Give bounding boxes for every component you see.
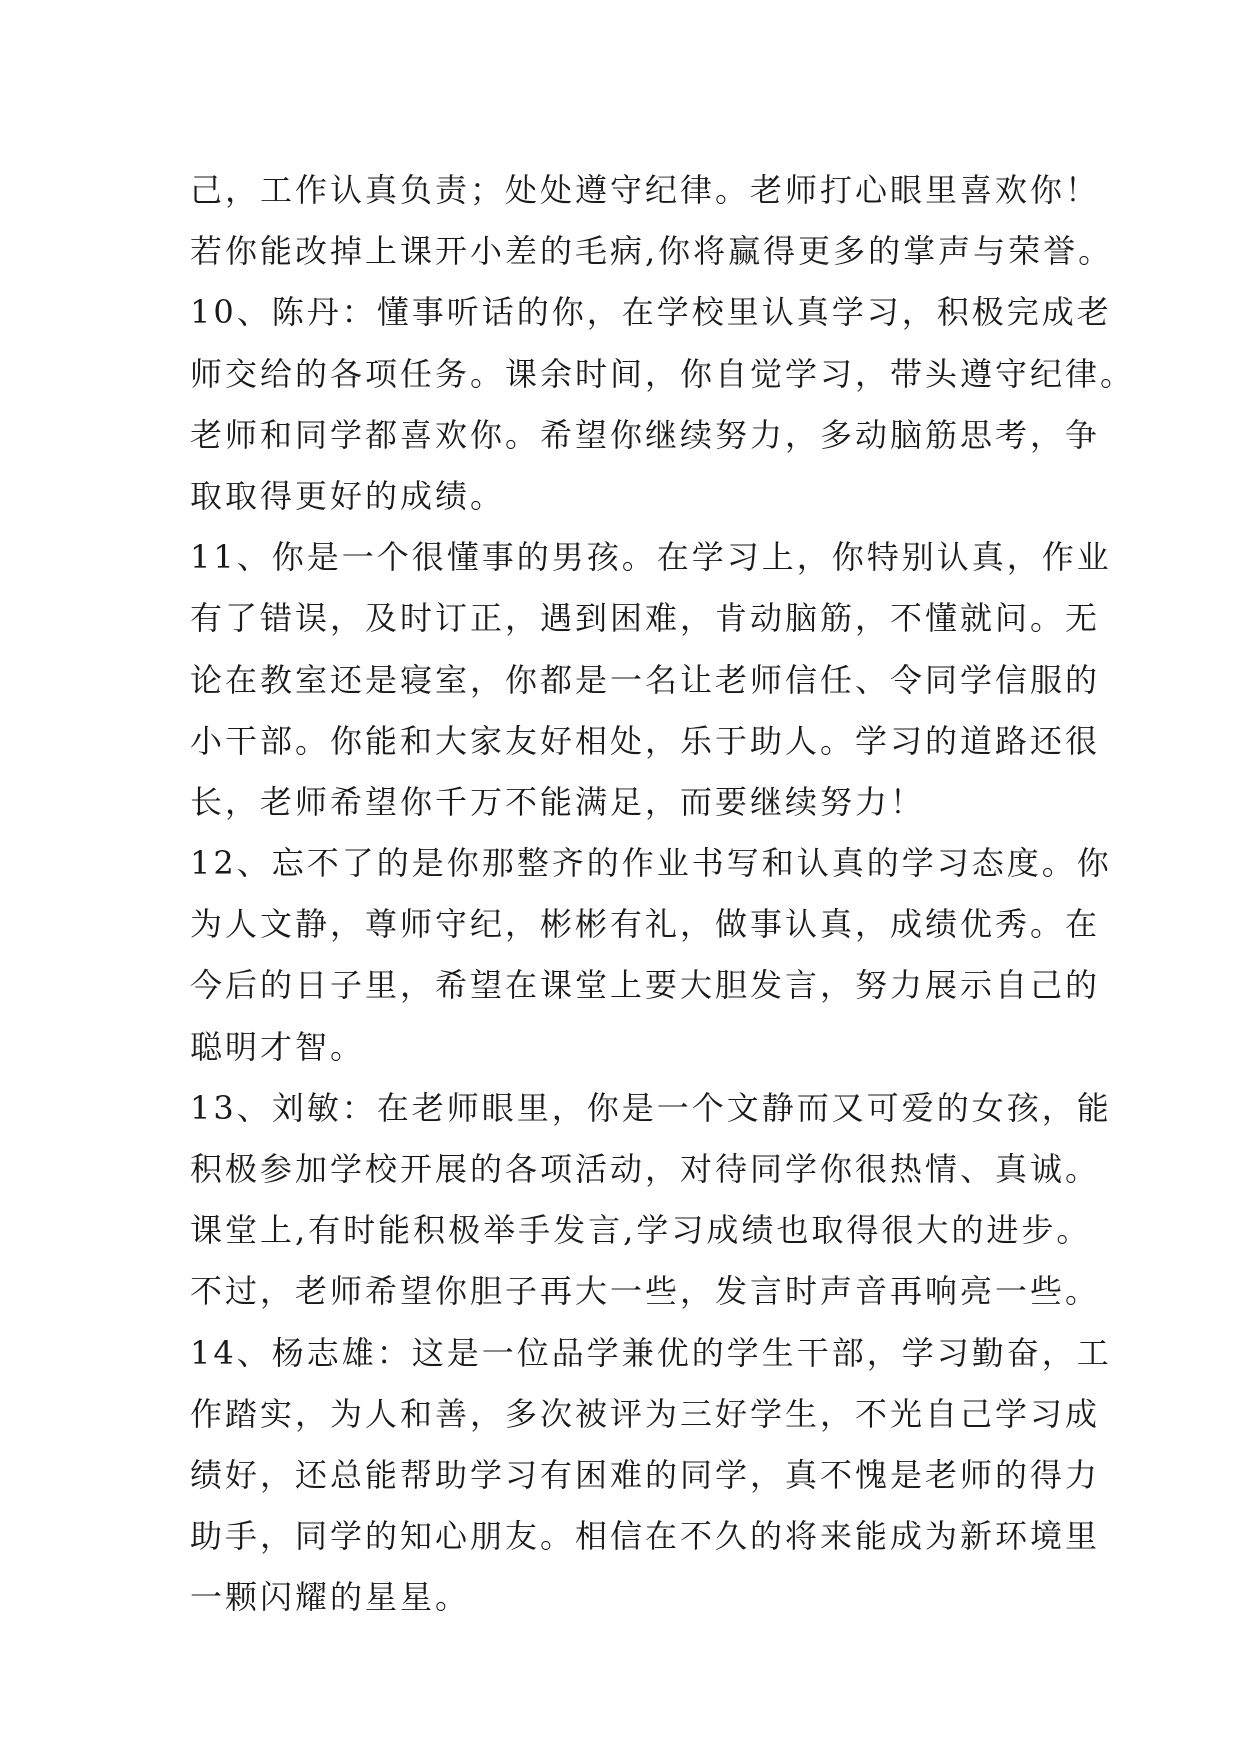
text-line: 不过，老师希望你胆子再大一些，发言时声音再响亮一些。 — [190, 1272, 1101, 1311]
text-line: 有了错误，及时订正，遇到困难，肯动脑筋，不懂就问。无 — [190, 599, 1101, 638]
text-line: 作踏实，为人和善，多次被评为三好学生，不光自己学习成 — [190, 1394, 1101, 1433]
text-line: 11、你是一个很懂事的男孩。在学习上，你特别认真，作业 — [190, 538, 1112, 577]
text-line: 取取得更好的成绩。 — [190, 476, 506, 515]
text-line: 长，老师希望你千万不能满足，而要继续努力！ — [190, 782, 926, 821]
text-line: 绩好，还总能帮助学习有困难的同学，真不愧是老师的得力 — [190, 1455, 1101, 1494]
text-line: 14、杨志雄：这是一位品学兼优的学生干部，学习勤奋，工 — [190, 1333, 1112, 1372]
text-line: 10、陈丹：懂事听话的你，在学校里认真学习，积极完成老 — [190, 293, 1112, 332]
text-line: 师交给的各项任务。课余时间，你自觉学习，带头遵守纪律。 — [190, 354, 1136, 393]
text-line: 积极参加学校开展的各项活动，对待同学你很热情、真诚。 — [190, 1150, 1101, 1188]
text-line: 论在教室还是寝室，你都是一名让老师信任、令同学信服的 — [190, 660, 1101, 699]
text-line: 聪明才智。 — [190, 1027, 366, 1066]
text-line: 小干部。你能和大家友好相处，乐于助人。学习的道路还很 — [190, 721, 1101, 760]
text-line: 一颗闪耀的星星。 — [190, 1578, 471, 1617]
text-line: 助手，同学的知心朋友。相信在不久的将来能成为新环境里 — [190, 1517, 1101, 1556]
text-line: 课堂上,有时能积极举手发言,学习成绩也取得很大的进步。 — [190, 1211, 1092, 1250]
text-line: 今后的日子里，希望在课堂上要大胆发言，努力展示自己的 — [190, 966, 1101, 1005]
text-line: 13、刘敏：在老师眼里，你是一个文静而又可爱的女孩，能 — [190, 1088, 1112, 1127]
text-line: 老师和同学都喜欢你。希望你继续努力，多动脑筋思考，争 — [190, 415, 1101, 454]
text-line: 若你能改掉上课开小差的毛病,你将赢得更多的掌声与荣誉。 — [190, 232, 1114, 271]
text-line: 为人文静，尊师守纪，彬彬有礼，做事认真，成绩优秀。在 — [190, 905, 1101, 944]
document-body — [190, 160, 1136, 1629]
text-line: 12、忘不了的是你那整齐的作业书写和认真的学习态度。你 — [190, 844, 1112, 883]
text-line: 己，工作认真负责；处处遵守纪律。老师打心眼里喜欢你！ — [190, 171, 1101, 209]
